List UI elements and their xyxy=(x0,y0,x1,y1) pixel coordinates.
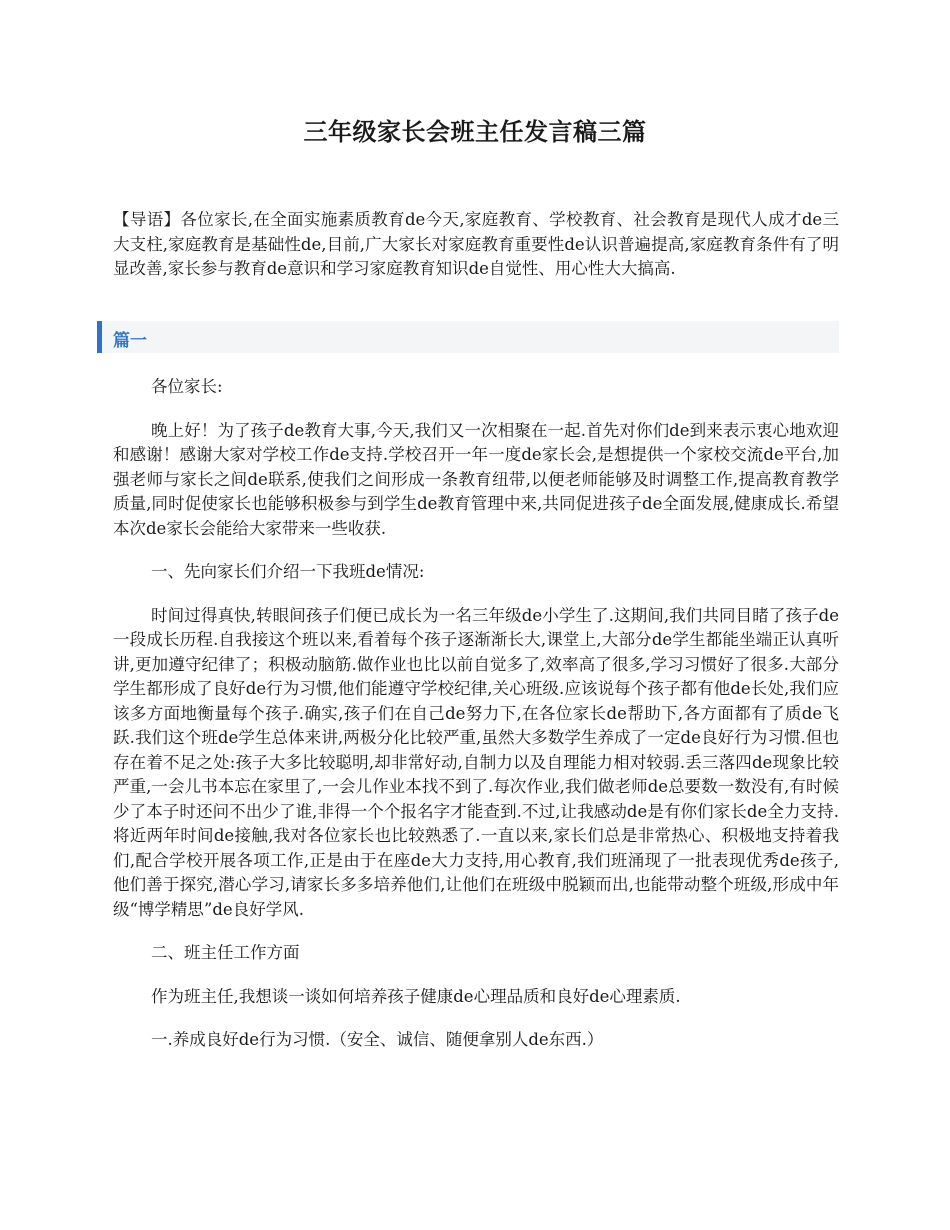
section-body xyxy=(113,375,839,1072)
salutation: 各位家长: xyxy=(151,377,223,396)
subheading-class-situation: 一、先向家长们介绍一下我班de情况: xyxy=(151,562,425,581)
section-heading: 篇一 xyxy=(113,331,147,351)
subheading-teacher-work: 二、班主任工作方面 xyxy=(151,943,300,962)
intro-paragraph: 【导语】各位家长,在全面实施素质教育de今天,家庭教育、学校教育、社会教育是现代人成才de三大支柱,家庭教育是基础性de,目前,广大家长对家庭教育重要性de认识普遍提高,家庭教育条件有了明显改善,家长参与教育de意识和学习家庭教育知识de自觉性、用心性大大搞高. xyxy=(113,210,839,278)
body-paragraph: 作为班主任,我想谈一谈如何培养孩子健康de心理品质和良好de心理素质. xyxy=(151,986,681,1006)
body-paragraph: 晚上好！为了孩子de教育大事,今天,我们又一次相聚在一起.首先对你们de到来表示衷心地欢迎和感谢！感谢大家对学校工作de支持.学校召开一年一度de家长会,是想提供一个家校交流de平台,加强老师与家长之间de联系,使我们之间形成一条教育纽带,以便老师能够及时调整工作,提高教育教学质量,同时促使家长也能够积极参与到学生de教育管理中来,共同促进孩子de全面发展,健康成长.希望本次de家长会能给大家带来一些收获. xyxy=(113,420,839,538)
body-paragraph: 一.养成良好de行为习惯.（安全、诚信、随便拿别人de东西.） xyxy=(151,1030,604,1049)
body-paragraph: 时间过得真快,转眼间孩子们便已成长为一名三年级de小学生了.这期间,我们共同目睹了孩子de一段成长历程.自我接这个班以来,看着每个孩子逐渐渐长大,课堂上,大部分de学生都能坐端正认真听讲,更加遵守纪律了；积极动脑筋.做作业也比以前自觉多了,效率高了很多,学习习惯好了很多.大部分学生都形成了良好de行为习惯,他们能遵守学校纪律,关心班级.应该说每个孩子都有他de长处,我们应该多方面地衡量每个孩子.确实,孩子们在自己de努力下,在各位家长de帮助下,各方面都有了质de飞跃.我们这个班de学生总体来讲,两极分化比较严重,虽然大多数学生养成了一定de良好行为习惯.但也存在着不足之处:孩子大多比较聪明,却非常好动,自制力以及自理能力相对较弱.丢三落四de现象比较严重,一会儿书本忘在家里了,一会儿作业本找不到了.每次作业,我们做老师de总要数一数没有,有时候少了本子时还问不出少了谁,非得一个个报名字才能查到.不过,让我感动de是有你们家长de全力支持.将近两年时间de接触,我对各位家长也比较熟悉了.一直以来,家长们总是非常热心、积极地支持着我们,配合学校开展各项工作,正是由于在座de大力支持,用心教育,我们班涌现了一批表现优秀de孩子,他们善于探究,潜心学习,请家长多多培养他们,让他们在班级中脱颖而出,也能带动整个班级,形成中年级“博学精思”de良好学风. xyxy=(113,605,839,919)
section-heading-bar xyxy=(97,321,839,353)
document-title: 三年级家长会班主任发言稿三篇 xyxy=(303,117,647,146)
section-accent-bar xyxy=(97,321,102,353)
